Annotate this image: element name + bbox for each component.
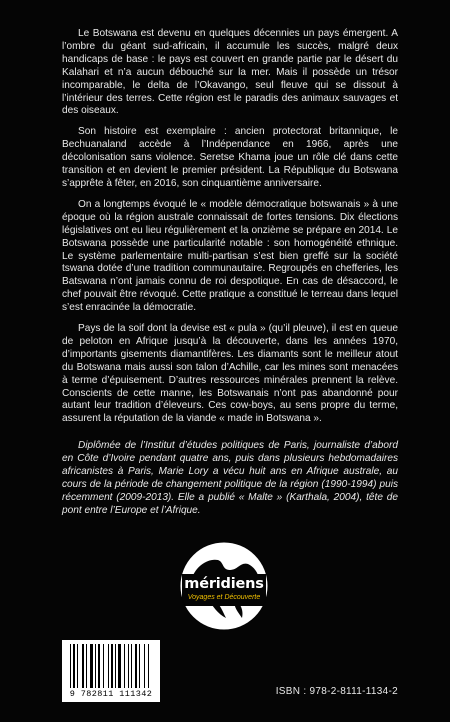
publisher-logo [178,540,270,632]
barcode-bar [95,644,96,688]
barcode-bar [98,644,100,688]
barcode-bar [103,644,104,688]
paragraph-economy: Pays de la soif dont la devise est « pula » (qu’il pleuve), il est en queue de peloton en Afrique jusqu’à la découverte, dans les années 1970, d’importants gisements diamantifères. Les diamants sont le meilleur atout du Botswana mais aussi son talon d’Achille, car les mines sont menacées à terme d’épuisement. D’autres ressources minérales prennent la relève. Conscients de cette manne, les Botswanais n’ont pas abandonné pour autant leur tradition d’éleveurs. Ces cow-boys, au sens propre du terme, assurent la réputation de la viande « made in Botswana ». [62,323,398,425]
barcode-bar [135,644,137,688]
barcode-bar [139,644,140,688]
barcode-bars [70,644,154,688]
barcode-bar [82,644,84,688]
barcode-bar [70,644,71,688]
barcode-bar [73,644,75,688]
barcode-bar [115,644,116,688]
barcode-bar [108,644,109,688]
paragraph-democracy: On a longtemps évoqué le « modèle démocratique botswanais » à une époque où la région australe connaissait de fortes tensions. Dix élections législatives ont eu lieu régulièrement et la onzième se prépare en 2014. Le Botswana possède une particularité notable : son homogénéité ethnique. Le système parlementaire multi-partisan s’est bien greffé sur la société tswana dotée d’une tradition communautaire. Regroupés en chefferies, les Batswana n’ont jamais connu de roi despotique. En cas de désaccord, le chef pouvait être révoqué. Cette pratique a constitué le terreau dans lequel s’est enracinée la démocratie. [62,198,398,314]
author-bio: Diplômée de l’Institut d’études politiques de Paris, journaliste d’abord en Côte d’Ivoire pendant quatre ans, puis dans plusieurs hebdomadaires africanistes à Paris, Marie Lory a vécu huit ans en Afrique australe, au cours de la période de changement politique de la région (1990-1994) puis récemment (2009-2013). Elle a publié « Malte » (Karthala, 2004), tête de pont entre l’Europe et l’Afrique. [62,440,398,516]
publisher-name: méridiens [184,576,264,592]
paragraph-history: Son histoire est exemplaire : ancien protectorat britannique, le Bechuanaland accède à l’Indépendance en 1966, après une décolonisation sans violence. Seretse Khama joue un rôle clé dans cette transition et en devient le premier président. La République du Botswana s’apprête à fêter, en 2016, son cinquantième anniversaire. [62,126,398,189]
isbn-label: ISBN : 978-2-8111-1134-2 [275,686,398,697]
barcode-bar [128,644,129,688]
summary-text [62,28,398,526]
barcode-bar [90,644,93,688]
barcode-bar [144,644,145,688]
barcode-bar [131,644,132,688]
barcode-bar [77,644,78,688]
barcode [62,640,160,702]
barcode-bar [86,644,87,688]
barcode-bar [124,644,125,688]
barcode-number: 9 782811 111342 [69,689,153,699]
paragraph-intro: Le Botswana est devenu en quelques décennies un pays émergent. A l’ombre du géant sud-africain, il accumule les succès, malgré deux handicaps de base : le pays est couvert en grande partie par le désert du Kalahari et n’a aucun débouché sur la mer. Mais il possède un trésor incomparable, le delta de l’Okavango, seul fleuve qui se dissout à l’intérieur des terres. Cette région est le paradis des animaux sauvages et des oiseaux. [62,28,398,117]
barcode-bar [148,644,149,688]
barcode-bar [118,644,121,688]
barcode-bar [111,644,113,688]
publisher-tagline: Voyages et Découverte [187,594,261,601]
